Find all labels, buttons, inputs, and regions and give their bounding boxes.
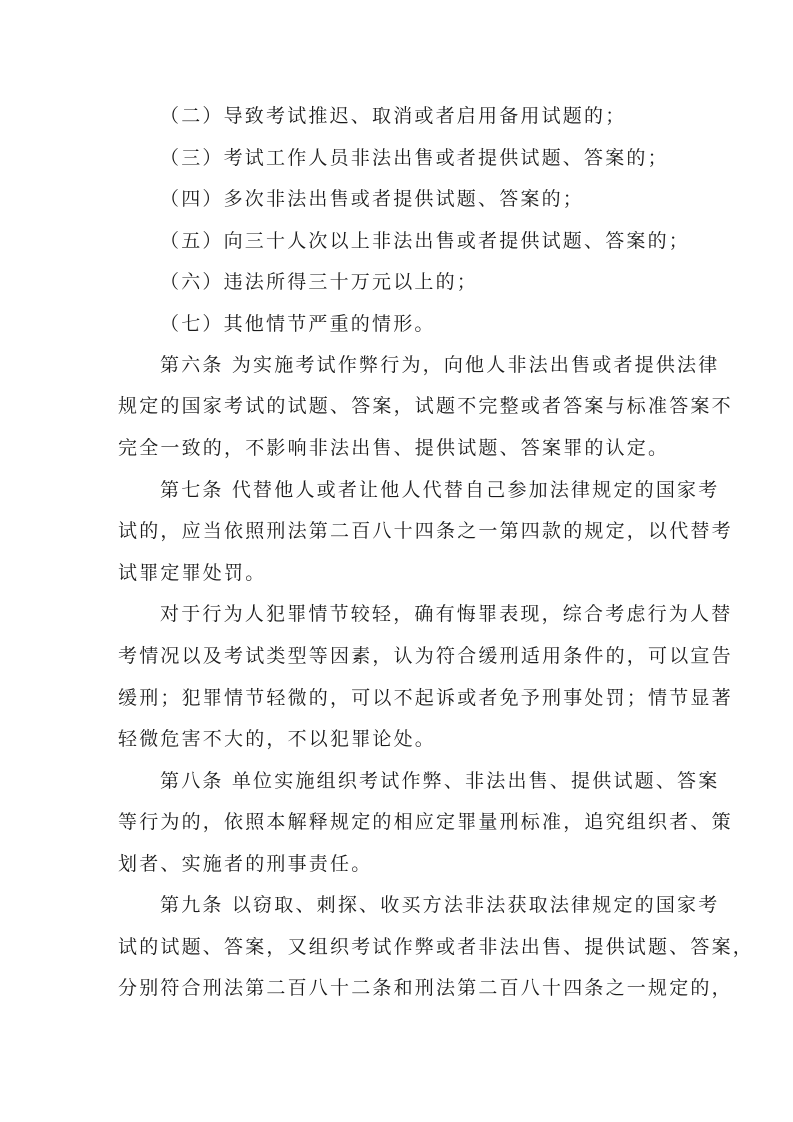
article-7-heading-line: 第七条 代替他人或者让他人代替自己参加法律规定的国家考	[160, 479, 720, 501]
text-line: 试罪定罪处罚。	[118, 562, 267, 584]
text-line: （七）其他情节严重的情形。	[160, 313, 436, 335]
text-line: （二）导致考试推迟、取消或者启用备用试题的；	[160, 105, 627, 127]
article-9-heading-line: 第九条 以窃取、刺探、收买方法非法获取法律规定的国家考	[160, 894, 720, 916]
text-line: 缓刑；犯罪情节轻微的，可以不起诉或者免予刑事处罚；情节显著	[118, 687, 733, 709]
article-6-heading-line: 第六条 为实施考试作弊行为，向他人非法出售或者提供法律	[160, 354, 720, 376]
text-line: 完全一致的，不影响非法出售、提供试题、答案罪的认定。	[118, 437, 670, 459]
text-line: 轻微危害不大的，不以犯罪论处。	[118, 728, 437, 750]
text-line: （五）向三十人次以上非法出售或者提供试题、答案的；	[160, 230, 691, 252]
text-line: （三）考试工作人员非法出售或者提供试题、答案的；	[160, 147, 669, 169]
text-line: 等行为的，依照本解释规定的相应定罪量刑标准，追究组织者、策	[118, 811, 733, 833]
text-line: 试的试题、答案，又组织考试作弊或者非法出售、提供试题、答案，	[118, 936, 755, 958]
article-8-heading-line: 第八条 单位实施组织考试作弊、非法出售、提供试题、答案	[160, 770, 720, 792]
text-line: 考情况以及考试类型等因素，认为符合缓刑适用条件的，可以宣告	[118, 645, 733, 667]
text-line: 划者、实施者的刑事责任。	[118, 853, 373, 875]
text-line: 规定的国家考试的试题、答案，试题不完整或者答案与标准答案不	[118, 395, 733, 417]
text-line: 分别符合刑法第二百八十二条和刑法第二百八十四条之一规定的，	[118, 977, 733, 999]
text-line: （六）违法所得三十万元以上的；	[160, 271, 479, 293]
text-line: 试的，应当依照刑法第二百八十四条之一第四款的规定，以代替考	[118, 520, 733, 542]
text-line: （四）多次非法出售或者提供试题、答案的；	[160, 188, 585, 210]
paragraph-start-line: 对于行为人犯罪情节较轻，确有悔罪表现，综合考虑行为人替	[160, 603, 733, 625]
